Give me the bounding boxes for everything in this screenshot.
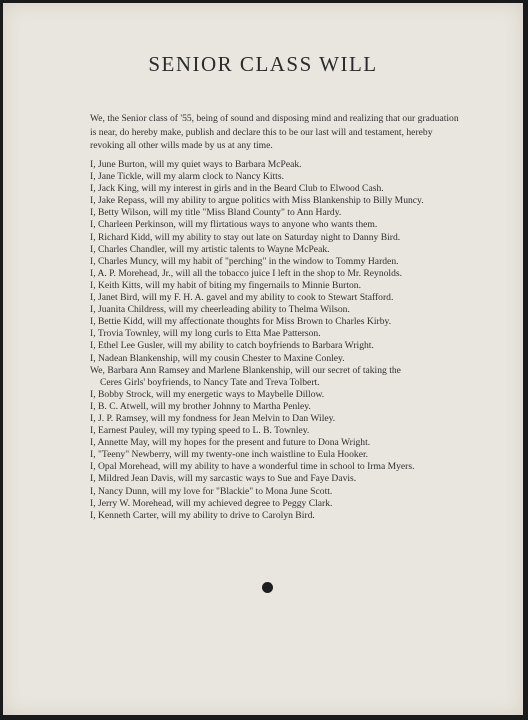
will-entry: I, Jack King, will my interest in girls and in the Beard Club to Elwood Cash. <box>90 183 384 195</box>
will-entry: I, Keith Kitts, will my habit of biting my fingernails to Minnie Burton. <box>90 279 361 291</box>
will-entry: I, Bobby Strock, will my energetic ways to Maybelle Dillow. <box>90 388 325 400</box>
will-entry: I, A. P. Morehead, Jr., will all the tobacco juice I left in the shop to Mr. Reynolds. <box>90 267 403 279</box>
will-entry: I, Charles Chandler, will my artistic talents to Wayne McPeak. <box>90 243 330 255</box>
will-entry: I, B. C. Atwell, will my brother Johnny to Martha Penley. <box>90 400 311 412</box>
will-entry: I, Mildred Jean Davis, will my sarcastic ways to Sue and Faye Davis. <box>90 473 357 485</box>
will-list <box>90 159 470 522</box>
will-entry-continuation <box>90 377 470 389</box>
will-entry: I, Nancy Dunn, will my love for "Blackie" to Mona June Scott. <box>90 485 333 497</box>
will-entry: We, Barbara Ann Ramsey and Marlene Blankenship, will our secret of taking the <box>90 364 401 376</box>
will-entry: I, Jake Repass, will my ability to argue politics with Miss Blankenship to Billy Muncy. <box>90 195 424 207</box>
continuation-text: Ceres Girls' boyfriends, to Nancy Tate and Treva Tolbert. <box>100 376 320 388</box>
will-entry: I, Janet Bird, will my F. H. A. gavel and my ability to cook to Stewart Stafford. <box>90 292 394 304</box>
will-entry: I, Jerry W. Morehead, will my achieved degree to Peggy Clark. <box>90 497 333 509</box>
will-entry: I, Earnest Pauley, will my typing speed to L. B. Townley. <box>90 425 310 437</box>
will-entry: I, Charles Muncy, will my habit of "perching" in the window to Tommy Harden. <box>90 255 399 267</box>
will-entry: I, Ethel Lee Gusler, will my ability to catch boyfriends to Barbara Wright. <box>90 340 374 352</box>
will-entry: I, "Teeny" Newberry, will my twenty-one inch waistline to Eula Hooker. <box>90 449 369 461</box>
will-entry: I, Juanita Childress, will my cheerleading ability to Thelma Wilson. <box>90 304 350 316</box>
will-entry: I, Annette May, will my hopes for the present and future to Dona Wright. <box>90 437 371 449</box>
page-marker-dot <box>262 582 273 593</box>
page-title: SENIOR CLASS WILL <box>148 52 378 76</box>
will-entry: I, Jane Tickle, will my alarm clock to Nancy Kitts. <box>90 171 284 183</box>
yearbook-page <box>3 3 523 715</box>
will-entry: I, J. P. Ramsey, will my fondness for Jean Melvin to Dan Wiley. <box>90 412 336 424</box>
will-entry: I, Richard Kidd, will my ability to stay out late on Saturday night to Danny Bird. <box>90 231 401 243</box>
intro-paragraph: We, the Senior class of '55, being of sound and disposing mind and realizing that our graduation is near, do hereby make, publish and declare this to be our last will and testament, hereby revoking all other wills made by us at any time. <box>90 113 459 152</box>
will-entry: I, Kenneth Carter, will my ability to drive to Carolyn Bird. <box>90 509 315 521</box>
will-entry: I, Trovia Townley, will my long curls to Etta Mae Patterson. <box>90 328 321 340</box>
will-entry: I, June Burton, will my quiet ways to Barbara McPeak. <box>90 159 302 170</box>
will-entry: I, Opal Morehead, will my ability to have a wonderful time in school to Irma Myers. <box>90 461 415 473</box>
will-entry: I, Bettie Kidd, will my affectionate thoughts for Miss Brown to Charles Kirby. <box>90 316 392 328</box>
will-entry: I, Nadean Blankenship, will my cousin Chester to Maxine Conley. <box>90 352 345 364</box>
will-entry: I, Betty Wilson, will my title "Miss Bland County" to Ann Hardy. <box>90 207 342 219</box>
will-entry: I, Charleen Perkinson, will my flirtatious ways to anyone who wants them. <box>90 219 378 231</box>
